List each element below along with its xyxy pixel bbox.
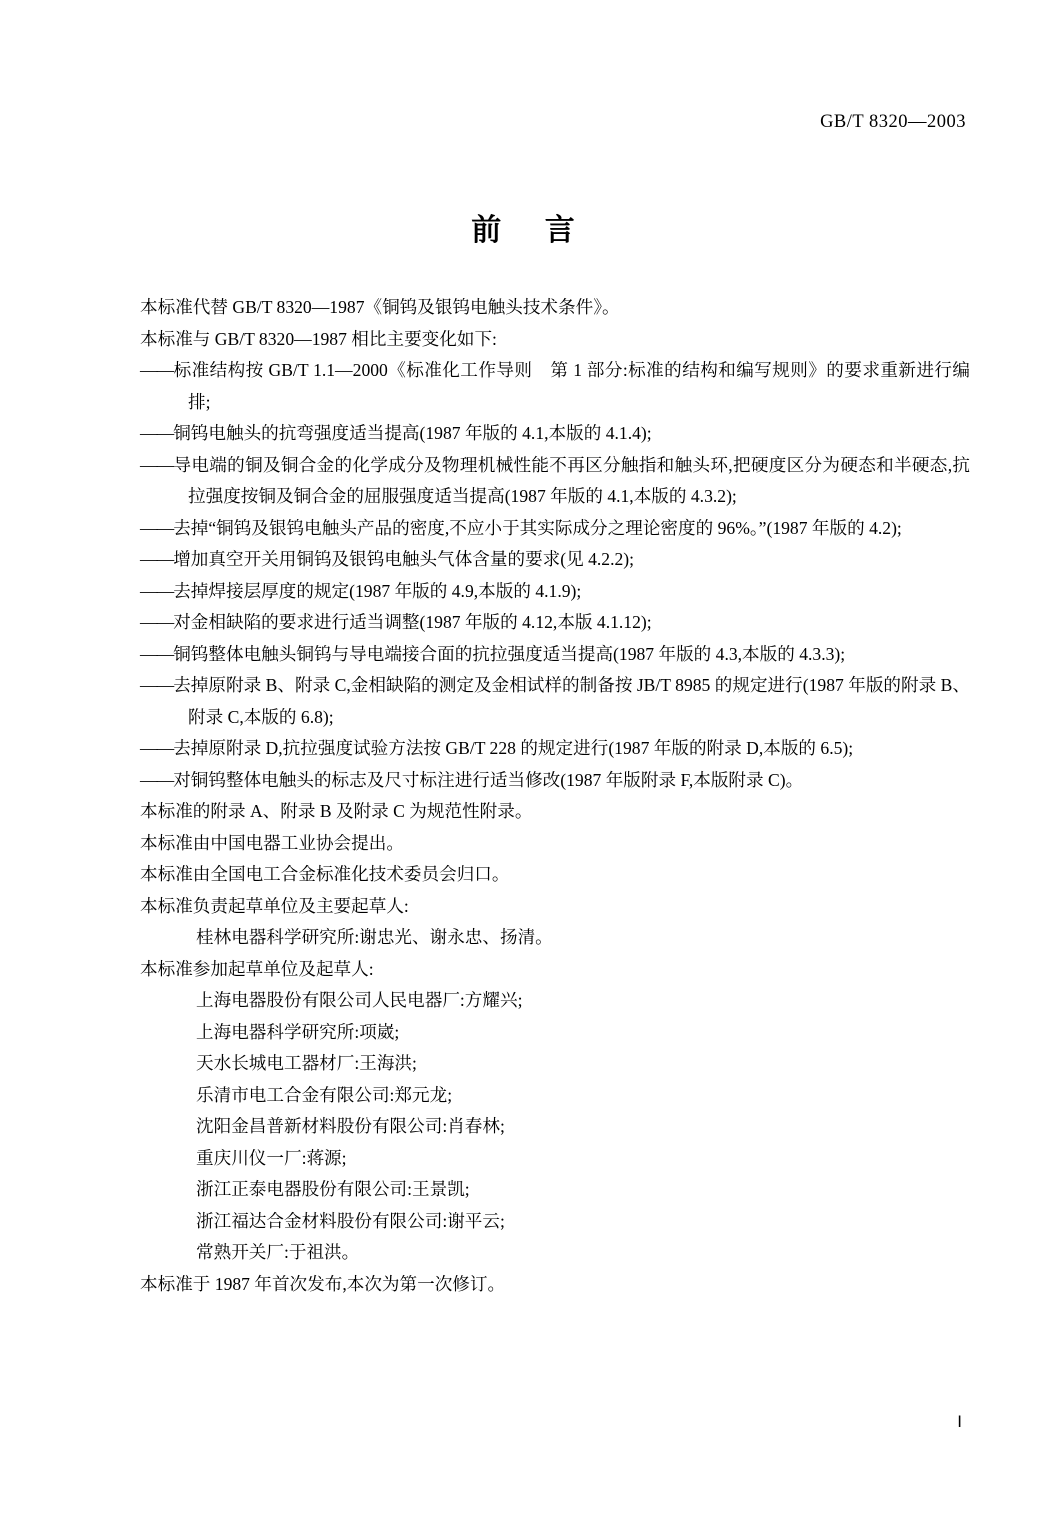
main-drafter-item: 桂林电器科学研究所:谢忠光、谢永忠、扬清。 bbox=[196, 927, 553, 947]
change-item bbox=[140, 639, 970, 671]
dash-lead: —— bbox=[140, 517, 174, 538]
change-item-text: 铜钨整体电触头铜钨与导电端接合面的抗拉强度适当提高(1987 年版的 4.3,本版的 4.3.3); bbox=[173, 643, 846, 664]
note-paragraph: 本标准负责起草单位及主要起草人: bbox=[140, 895, 409, 916]
page-number: Ⅰ bbox=[957, 1414, 962, 1431]
change-item-text: 去掉焊接层厚度的规定(1987 年版的 4.9,本版的 4.1.9); bbox=[173, 580, 582, 601]
note-paragraph: 本标准的附录 A、附录 B 及附录 C 为规范性附录。 bbox=[140, 801, 533, 821]
note-paragraph: 本标准由中国电器工业协会提出。 bbox=[140, 832, 404, 853]
closing-paragraph: 本标准于 1987 年首次发布,本次为第一次修订。 bbox=[140, 1273, 506, 1294]
change-item-text: 铜钨电触头的抗弯强度适当提高(1987 年版的 4.1,本版的 4.1.4); bbox=[173, 423, 652, 443]
document-body bbox=[140, 292, 970, 1300]
intro-paragraph: 本标准与 GB/T 8320—1987 相比主要变化如下: bbox=[140, 328, 497, 349]
dash-lead: —— bbox=[140, 643, 174, 664]
participant-item: 上海电器股份有限公司人民电器厂:方耀兴; bbox=[196, 990, 523, 1010]
dash-lead: —— bbox=[140, 612, 174, 632]
change-item-text: 去掉原附录 D,抗拉强度试验方法按 GB/T 228 的规定进行(1987 年版的附录 D,本版的 6.5); bbox=[173, 738, 854, 758]
dash-lead: —— bbox=[140, 360, 174, 380]
change-item bbox=[140, 733, 970, 765]
change-item bbox=[140, 765, 970, 797]
dash-lead: —— bbox=[140, 738, 174, 758]
change-item-text: 对铜钨整体电触头的标志及尺寸标注进行适当修改(1987 年版附录 F,本版附录 C)。 bbox=[173, 769, 804, 790]
change-item bbox=[140, 355, 970, 418]
dash-lead: —— bbox=[140, 549, 174, 569]
change-item bbox=[140, 607, 970, 639]
dash-lead: —— bbox=[140, 580, 174, 601]
note-paragraph: 本标准由全国电工合金标准化技术委员会归口。 bbox=[140, 864, 510, 884]
dash-lead: —— bbox=[140, 423, 174, 443]
change-item bbox=[140, 450, 970, 513]
change-item bbox=[140, 670, 970, 733]
dash-lead: —— bbox=[140, 454, 174, 475]
change-item bbox=[140, 513, 970, 545]
change-item-text: 去掉原附录 B、附录 C,金相缺陷的测定及金相试样的制备按 JB/T 8985 的规定进行(1987 年版的附录 B、附录 C,本版的 6.8); bbox=[173, 675, 970, 727]
participant-item: 浙江福达合金材料股份有限公司:谢平云; bbox=[196, 1210, 505, 1231]
change-item-text: 增加真空开关用铜钨及银钨电触头气体含量的要求(见 4.2.2); bbox=[173, 549, 635, 569]
change-item-text: 标准结构按 GB/T 1.1—2000《标准化工作导则 第 1 部分:标准的结构和编写规则》的要求重新进行编排; bbox=[173, 360, 970, 412]
change-item-text: 导电端的铜及铜合金的化学成分及物理机械性能不再区分触指和触头环,把硬度区分为硬态和半硬态,抗拉强度按铜及铜合金的屈服强度适当提高(1987 年版的 4.1,本版的 4.3.2); bbox=[173, 454, 970, 506]
participant-item: 常熟开关厂:于祖洪。 bbox=[196, 1242, 360, 1262]
page-header-standard-code: GB/T 8320—2003 bbox=[820, 112, 966, 132]
page-title: 前 言 bbox=[471, 214, 593, 247]
participants-label: 本标准参加起草单位及起草人: bbox=[140, 958, 374, 979]
change-item bbox=[140, 544, 970, 576]
change-item bbox=[140, 576, 970, 608]
participant-item: 天水长城电工器材厂:王海洪; bbox=[196, 1053, 417, 1073]
change-item-text: 对金相缺陷的要求进行适当调整(1987 年版的 4.12,本版 4.1.12); bbox=[173, 612, 652, 632]
participant-item: 重庆川仪一厂:蒋源; bbox=[196, 1147, 347, 1168]
participant-item: 上海电器科学研究所:项崴; bbox=[196, 1021, 400, 1042]
participant-item: 乐清市电工合金有限公司:郑元龙; bbox=[196, 1084, 453, 1105]
dash-lead: —— bbox=[140, 769, 174, 790]
intro-paragraph: 本标准代替 GB/T 8320—1987《铜钨及银钨电触头技术条件》。 bbox=[140, 297, 620, 317]
participant-item: 浙江正泰电器股份有限公司:王景凯; bbox=[196, 1179, 470, 1199]
change-item-text: 去掉“铜钨及银钨电触头产品的密度,不应小于其实际成分之理论密度的 96%。”(1987 年版的 4.2); bbox=[173, 517, 902, 538]
participant-item: 沈阳金昌普新材料股份有限公司:肖春林; bbox=[196, 1116, 505, 1136]
change-item bbox=[140, 418, 970, 450]
dash-lead: —— bbox=[140, 675, 174, 695]
